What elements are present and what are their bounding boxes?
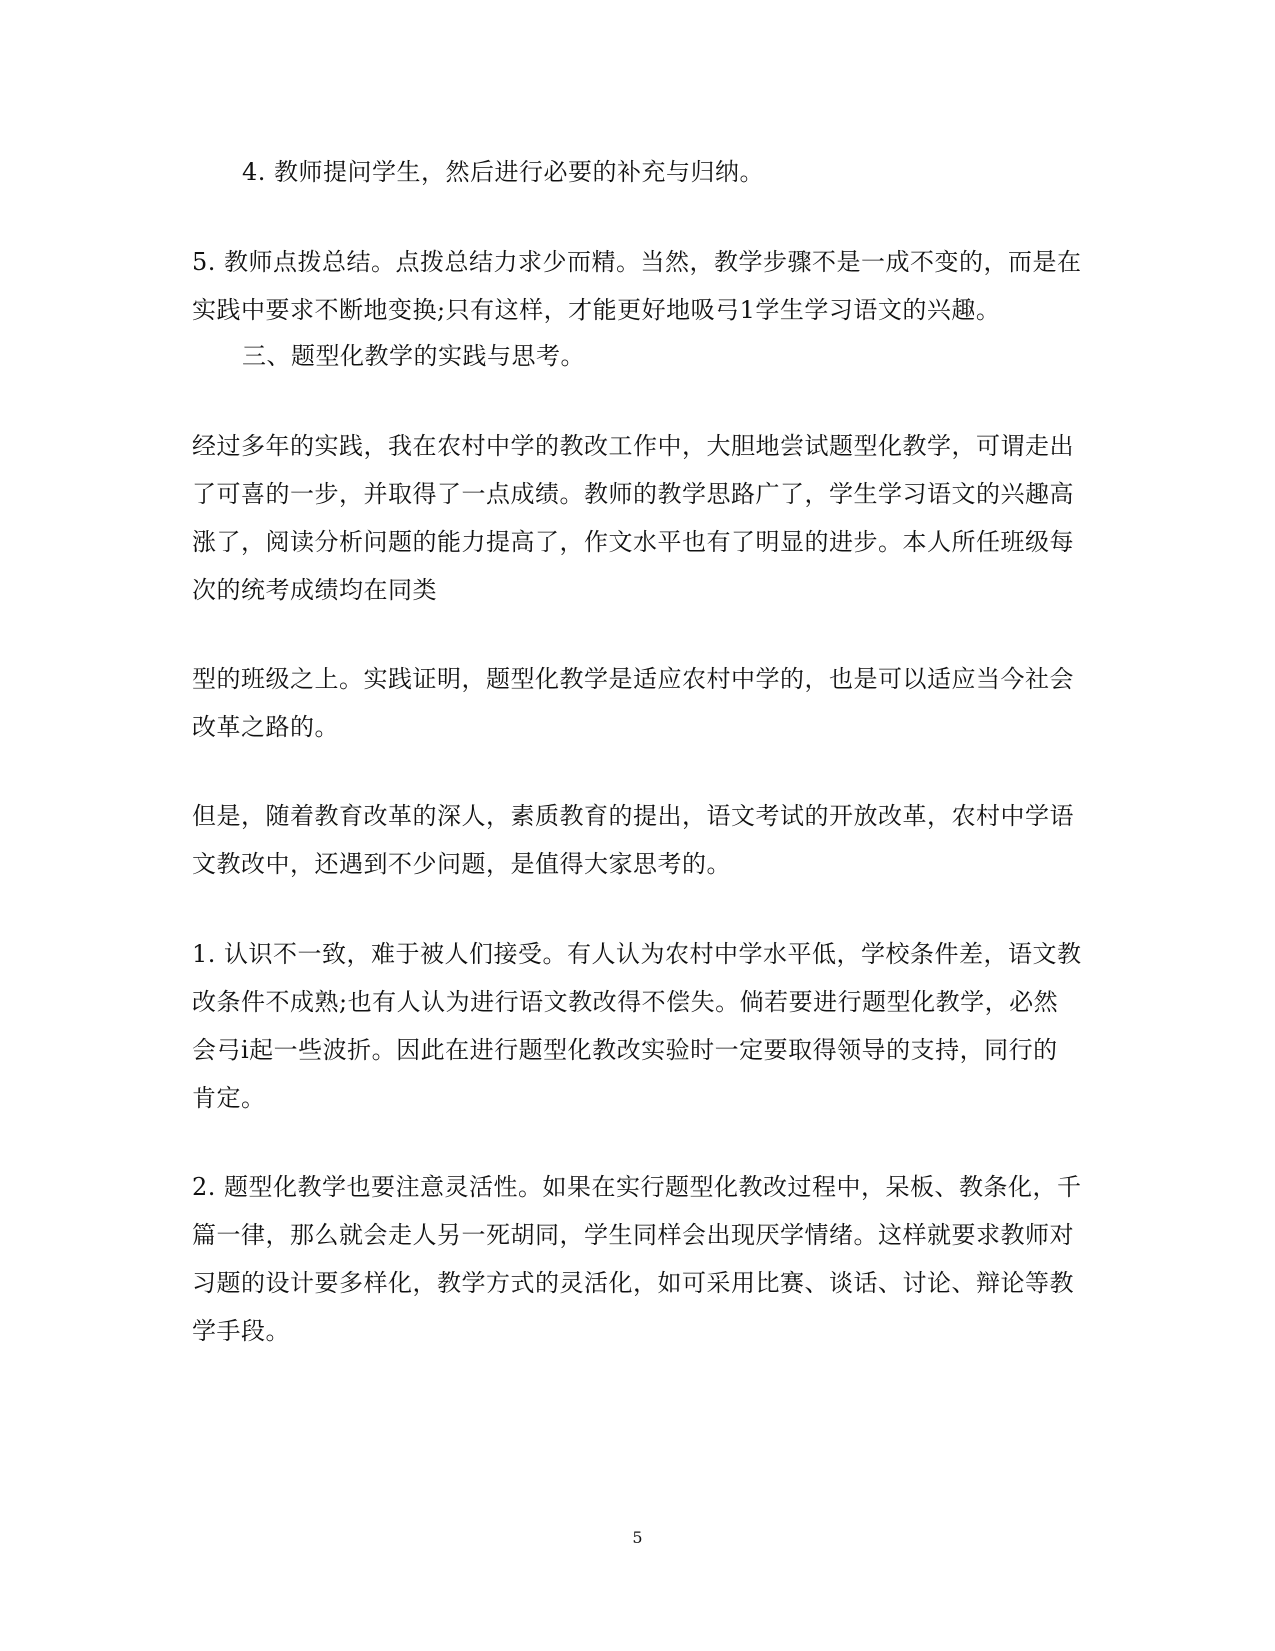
section-heading-3: 三、题型化教学的实践与思考。 — [242, 342, 585, 370]
paragraph-proof: 型的班级之上。实践证明，题型化教学是适应农村中学的，也是可以适应当今社会改革之路的。 — [192, 665, 1074, 741]
paragraph-issue-1: 1. 认识不一致，难于被人们接受。有人认为农村中学水平低，学校条件差，语文教改条件不成熟;也有人认为进行语文教改得不偿失。倘若要进行题型化教学，必然会弓i起一些波折。因此在进行题型化教改实验时一定要取得领导的支持，同行的肯定。 — [192, 940, 1082, 1112]
paragraph-step-4: 4. 教师提问学生，然后进行必要的补充与归纳。 — [242, 158, 765, 186]
paragraph-issue-2: 2. 题型化教学也要注意灵活性。如果在实行题型化教改过程中，呆板、教条化，千篇一律，那么就会走人另一死胡同，学生同样会出现厌学情绪。这样就要求教师对习题的设计要多样化，教学方式的灵活化，如可采用比赛、谈话、讨论、辩论等教学手段。 — [192, 1173, 1082, 1345]
page-number: 5 — [632, 1528, 643, 1547]
paragraph-step-5: 5. 教师点拨总结。点拨总结力求少而精。当然，教学步骤不是一成不变的，而是在实践中要求不断地变换;只有这样，才能更好地吸弓1学生学习语文的兴趣。 — [192, 248, 1082, 324]
paragraph-practice: 经过多年的实践，我在农村中学的教改工作中，大胆地尝试题型化教学，可谓走出了可喜的一步，并取得了一点成绩。教师的教学思路广了，学生学习语文的兴趣高涨了，阅读分析问题的能力提高了，作文水平也有了明显的进步。本人所任班级每次的统考成绩均在同类 — [192, 432, 1074, 604]
paragraph-problems: 但是，随着教育改革的深人，素质教育的提出，语文考试的开放改革，农村中学语文教改中，还遇到不少问题，是值得大家思考的。 — [192, 802, 1074, 878]
